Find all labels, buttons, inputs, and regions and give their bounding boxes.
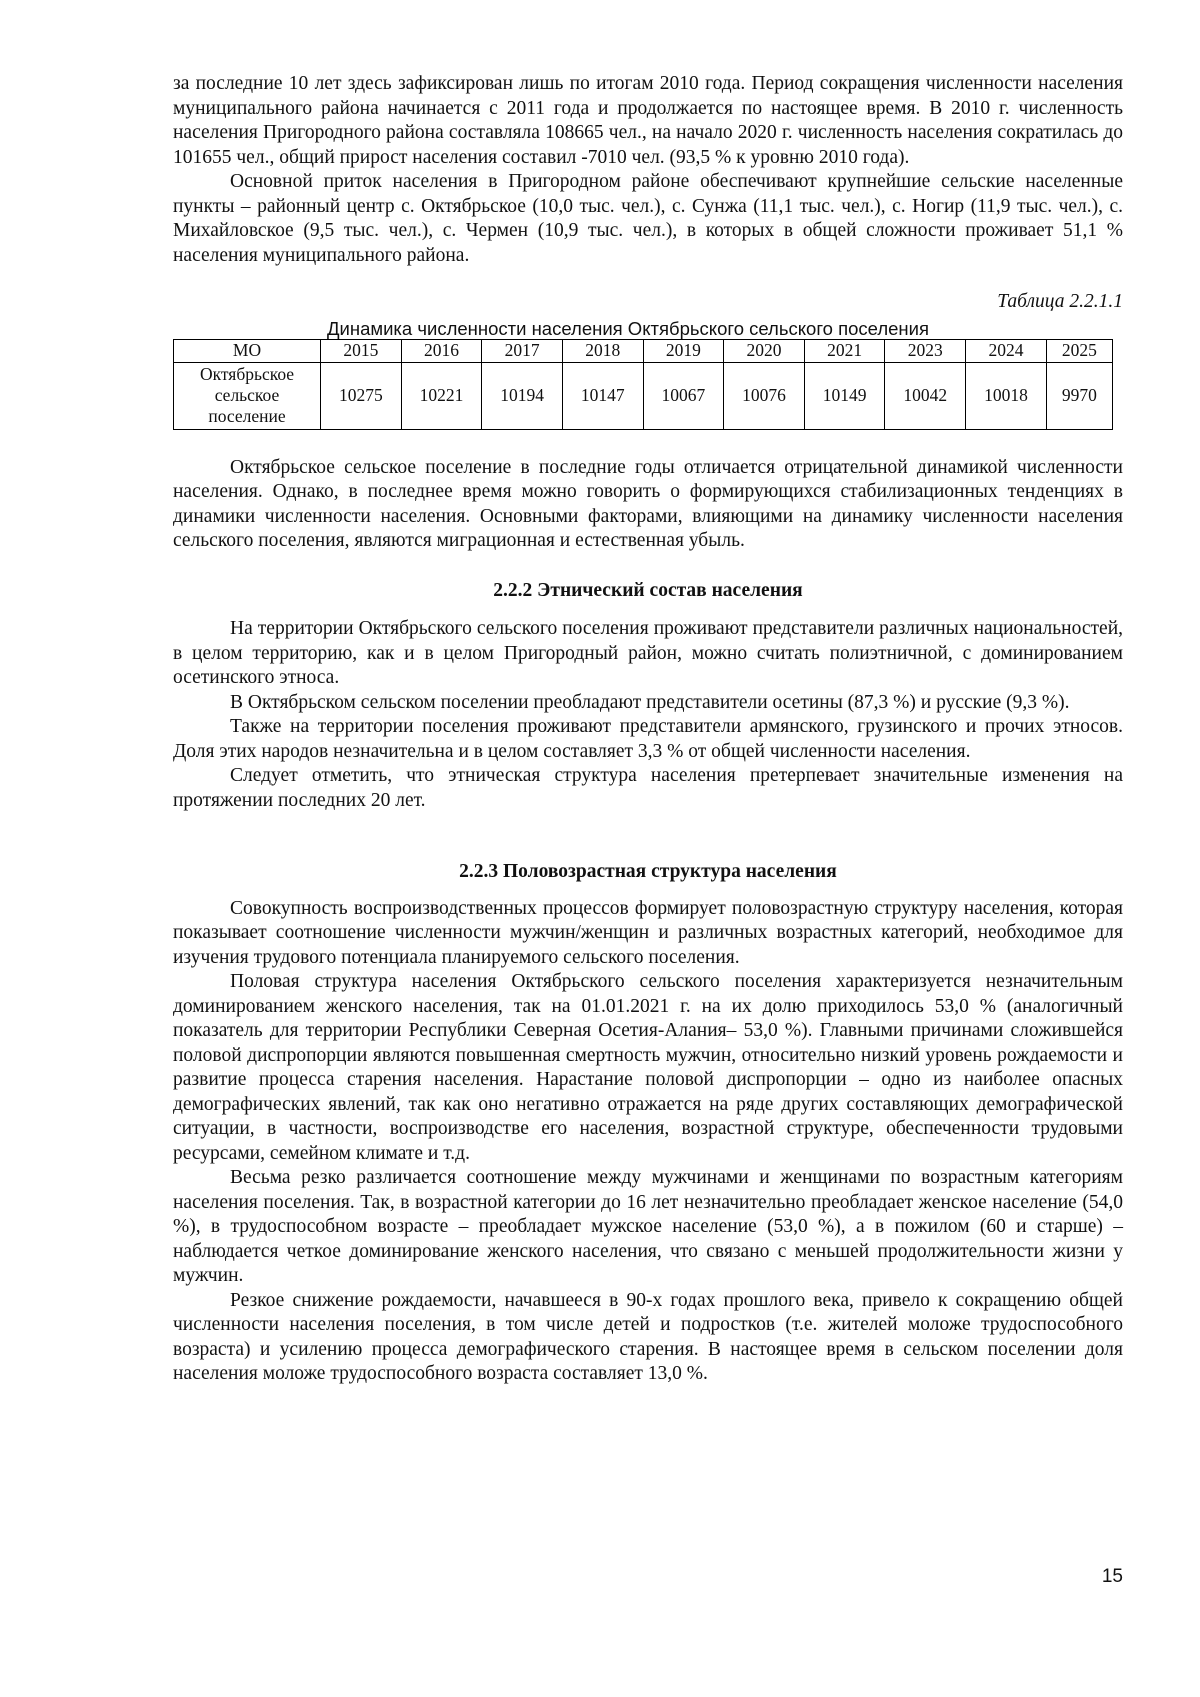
table-header-cell: 2017 [482,339,563,362]
intro-paragraph-1: за последние 10 лет здесь зафиксирован лишь по итогам 2010 года. Период сокращения численности населения муниципального района начинается с 2011 года и продолжается по настоящее время. В 2010 г. численность населения Пригородного района составляла 108665 чел., на начало 2020 г. численность населения сократилась до 101655 чел., общий прирост населения составил -7010 чел. (93,5 % к уровню 2010 года). [173,73,1123,168]
population-table [173,339,1113,430]
table-header-cell: 2021 [804,339,885,362]
section-heading-ethnic: 2.2.2 Этнический состав населения [493,579,803,601]
table-header-cell: 2023 [885,339,966,362]
table-header-cell: 2018 [562,339,643,362]
age-paragraph-1: Совокупность воспроизводственных процессов формирует половозрастную структуру населения, которая показывает соотношение численности мужчин/женщин и различных возрастных категорий, необходимое для изучения трудового потенциала планируемого сельского поселения. [173,897,1123,968]
table-cell: 10149 [804,362,885,429]
table-header-cell: МО [174,339,321,362]
table-label: Таблица 2.2.1.1 [997,291,1123,312]
section-heading-age: 2.2.3 Половозрастная структура населения [459,861,837,882]
age-paragraph-3: Весьма резко различается соотношение между мужчинами и женщинами по возрастным категориям населения поселения. Так, в возрастной категории до 16 лет незначительно преобладает женское население (54,0 %), в трудоспособном возрасте – преобладает мужское население (53,0 %), а в пожилом (60 и старше) – наблюдается четкое доминирование женского населения, что связано с меньшей продолжительности жизни у мужчин. [173,1167,1123,1286]
page-number: 15 [1101,1566,1123,1587]
table-cell: 10275 [321,362,402,429]
table-header-cell: 2020 [724,339,805,362]
table-header-cell: 2025 [1046,339,1112,362]
table-header-cell: 2024 [966,339,1047,362]
table-cell: 10076 [724,362,805,429]
table-cell: 10042 [885,362,966,429]
table-cell: 10194 [482,362,563,429]
ethnic-paragraph-4: Следует отметить, что этническая структура населения претерпевает значительные изменения на протяжении последних 20 лет. [173,765,1123,811]
table-header-row [174,339,1113,362]
table-header-cell: 2019 [643,339,724,362]
ethnic-paragraph-3: Также на территории поселения проживают представители армянского, грузинского и прочих этносов. Доля этих народов незначительна и в целом составляет 3,3 % от общей численности населения. [173,716,1123,762]
dynamics-paragraph: Октябрьское сельское поселение в последние годы отличается отрицательной динамикой численности населения. Однако, в последнее время можно говорить о формирующихся стабилизационных тенденциях в динамики численности населения. Основными факторами, влияющими на динамику численности населения сельского поселения, являются миграционная и естественная убыль. [173,456,1123,551]
table-cell: 10067 [643,362,724,429]
table-cell: 10147 [562,362,643,429]
age-paragraph-4: Резкое снижение рождаемости, начавшееся в 90-х годах прошлого века, привело к сокращению общей численности населения поселения, в том числе детей и подростков (т.е. жителей моложе трудоспособного возраста) и усилению процесса демографического старения. В настоящее время в сельском поселении доля населения моложе трудоспособного возраста составляет 13,0 %. [173,1289,1123,1384]
table-header-cell: 2015 [321,339,402,362]
ethnic-paragraph-2: В Октябрьском сельском поселении преобладают представители осетины (87,3 %) и русские (9,3 %). [230,691,1070,713]
table-row-name: Октябрьское сельское поселение [174,362,321,429]
table-title: Динамика численности населения Октябрьского сельского поселения [327,317,929,339]
table-cell: 9970 [1046,362,1112,429]
ethnic-paragraph-1: На территории Октябрьского сельского поселения проживают представители различных национальностей, в целом территорию, как и в целом Пригородный район, можно считать полиэтничной, с доминированием осетинского этноса. [173,618,1123,688]
table-cell: 10018 [966,362,1047,429]
table-header-cell: 2016 [401,339,482,362]
table-row [174,362,1113,429]
document-page [173,72,1123,1387]
table-cell: 10221 [401,362,482,429]
age-paragraph-2: Половая структура населения Октябрьского сельского поселения характеризуется незначительным доминированием женского населения, так на 01.01.2021 г. на их долю приходилось 53,0 % (аналогичный показатель для территории Республики Северная Осетия-Алания– 53,0 %). Главными причинами сложившейся половой диспропорции являются повышенная смертность мужчин, относительно низкий уровень рождаемости и развитие процесса старения населения. Нарастание половой диспропорции – одно из наиболее опасных демографических явлений, так как оно негативно отражается на ряде других составляющих демографической ситуации, в частности, воспроизводстве его населения, возрастной структуре, обеспеченности трудовыми ресурсами, семейном климате и т.д. [173,971,1123,1164]
intro-paragraph-2: Основной приток населения в Пригородном районе обеспечивают крупнейшие сельские населенные пункты – районный центр с. Октябрьское (10,0 тыс. чел.), с. Сунжа (11,1 тыс. чел.), с. Ногир (11,9 тыс. чел.), с. Михайловское (9,5 тыс. чел.), с. Чермен (10,9 тыс. чел.), в которых в общей сложности проживает 51,1 % населения муниципального района. [173,171,1123,266]
